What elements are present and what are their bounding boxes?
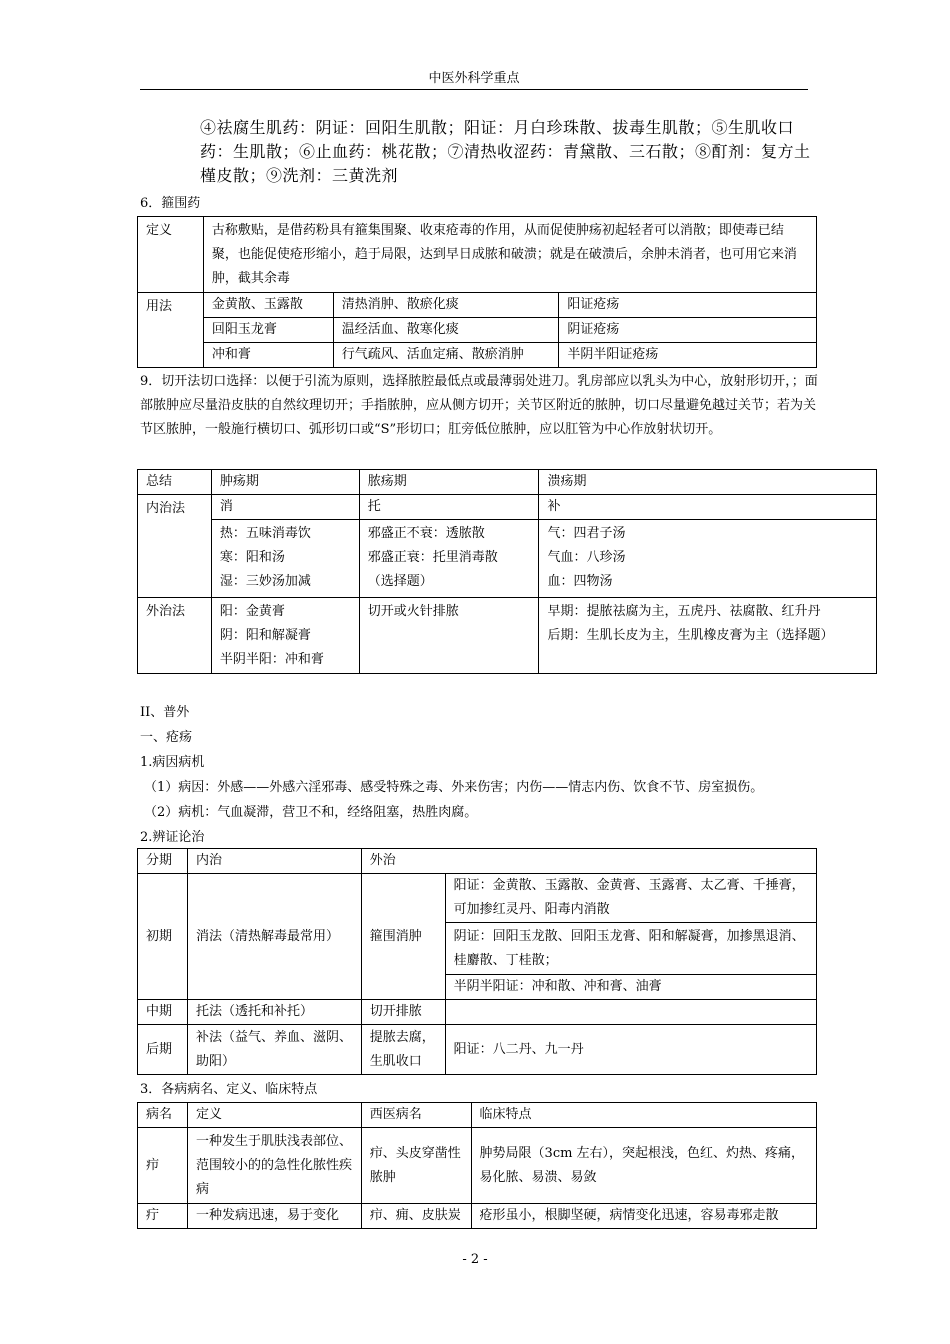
usage-cell: 金黄散、玉露散 [203,293,333,318]
usage-cell: 回阳玉龙膏 [203,318,333,343]
treatment-header: 分期 [138,849,188,874]
summary-header: 脓疡期 [359,470,539,495]
disease-features: 肿势局限（3cm 左右），突起根浅，色红、灼热、疼痛，易化脓、易溃、易敛 [471,1128,816,1204]
summary-header: 溃疡期 [539,470,877,495]
page-header-title: 中医外科学重点 [428,71,520,86]
cell-line: 阴：阳和解凝膏 [219,628,311,643]
early-external: 箍围消肿 [361,874,445,1000]
principle-cell: 补 [539,495,877,520]
usage-cell: 清热消肿、散瘀化痰 [333,293,559,318]
early-internal: 消法（清热解毒最常用） [187,874,361,1000]
external-swelling-cell [211,598,359,674]
summary-header: 总结 [138,470,212,495]
mechanism-text: （2）病机：气血凝滞，营卫不和，经络阻塞，热胜肉腐。 [144,805,478,820]
part2-sub1: 一、疮疡 [140,730,193,745]
external-ulcer-cell [539,598,877,674]
late-internal: 补法（益气、养血、滋阴、助阳） [187,1025,361,1075]
disease-western: 疖、头皮穿凿性脓肿 [361,1128,471,1204]
cause-text: （1）病因：外感——外感六淫邪毒、感受特殊之毒、外来伤害；内伤——情志内伤、饮食不节、房室损伤。 [144,780,764,795]
usage-label: 用法 [138,293,204,368]
mid-label: 中期 [138,1000,188,1025]
late-detail: 阳证：八二丹、九一丹 [445,1025,816,1075]
mid-internal: 托法（透托和补托） [187,1000,361,1025]
late-external: 提脓去腐，生肌收口 [361,1025,445,1075]
table-row [138,1128,817,1204]
internal-pus-cell [359,520,539,598]
part2-title: II、普外 [140,705,190,720]
disease-header: 病名 [138,1103,188,1128]
treatment-header: 内治 [187,849,361,874]
internal-label: 内治法 [138,495,212,598]
table-row [138,1204,817,1229]
early-yin: 阴证：回阳玉龙散、回阳玉龙膏、阳和解凝膏，加掺黑退消、桂麝散、丁桂散； [445,923,816,975]
early-label: 初期 [138,874,188,1000]
usage-cell: 温经活血、散寒化痰 [333,318,559,343]
usage-cell: 阳证疮疡 [559,293,817,318]
disease-name: 疖 [138,1128,188,1204]
usage-cell: 行气疏风、活血定痛、散瘀消肿 [333,343,559,368]
disease-definition: 一种发生于肌肤浅表部位、范围较小的的急性化脓性疾病 [187,1128,361,1204]
disease-features: 疮形虽小，根脚坚硬，病情变化迅速，容易毒邪走散 [471,1204,816,1229]
early-mixed: 半阴半阳证：冲和散、冲和膏、油膏 [445,975,816,1000]
part2-sub1-2: 2.辨证论治 [140,830,205,845]
cell-line: 湿：三妙汤加减 [219,574,311,589]
cell-line: 热：五味消毒饮 [219,526,311,541]
disease-table [137,1102,817,1229]
treatment-table [137,848,817,1075]
mid-detail [445,1000,816,1025]
disease-header: 临床特点 [471,1103,816,1128]
usage-cell: 阴证疮疡 [559,318,817,343]
section6-table [137,216,817,368]
external-pus-cell: 切开或火针排脓 [359,598,539,674]
section9-paragraph: 9．切开法切口选择：以便于引流为原则，选择脓腔最低点或最薄弱处进刀。乳房部应以乳头为中心，放射形切开，；面部脓肿应尽量沿皮肤的自然纹理切开；手指脓肿，应从侧方切开；关节区附近的脓肿，切口尽量避免越过关节；若为关节区脓肿，一般施行横切口、弧形切口或“S”形切口；肛旁低位脓肿，应以肛管为中心作放射状切开。 [140,374,818,437]
disease-name: 疔 [138,1204,188,1229]
early-yang: 阳证：金黄散、玉露散、金黄膏、玉露膏、太乙膏、千捶膏，可加掺红灵丹、阳毒内消散 [445,874,816,923]
cell-line: （选择题） [367,574,433,589]
disease-definition: 一种发病迅速，易于变化 [187,1204,361,1229]
page-number: - 2 - [462,1252,488,1267]
cell-line: 血：四物汤 [547,574,613,589]
disease-header: 西医病名 [361,1103,471,1128]
cell-line: 气血：八珍汤 [547,550,626,565]
treatment-header: 外治 [361,849,816,874]
summary-header: 肿疡期 [211,470,359,495]
cell-line: 邪盛正衰：托里消毒散 [367,550,498,565]
cell-line: 阳：金黄膏 [219,604,285,619]
cell-line: 后期：生肌长皮为主，生肌橡皮膏为主（选择题） [547,628,834,643]
external-label: 外治法 [138,598,212,674]
internal-ulcer-cell [539,520,877,598]
def-text: 古称敷贴，是借药粉具有箍集围聚、收束疮毒的作用，从而促使肿疡初起轻者可以消散；即使毒已结聚，也能促使疮形缩小，趋于局限，达到早日成脓和破溃；就是在破溃后，余肿未消者，也可用它来消肿，截其余毒 [203,217,816,293]
usage-cell: 冲和膏 [203,343,333,368]
def-label: 定义 [138,217,204,293]
cell-line: 邪盛正不衰：透脓散 [367,526,485,541]
section6-heading: 6．箍围药 [140,196,201,211]
usage-cell: 半阴半阳证疮疡 [559,343,817,368]
principle-cell: 托 [359,495,539,520]
part2-sub1-1: 1.病因病机 [140,755,205,770]
cell-line: 气：四君子汤 [547,526,626,541]
disease-header: 定义 [187,1103,361,1128]
section3-heading: 3．各病病名、定义、临床特点 [140,1082,318,1097]
cell-line: 半阴半阳：冲和膏 [219,652,324,667]
internal-swelling-cell [211,520,359,598]
cell-line: 早期：提脓祛腐为主，五虎丹、祛腐散、红升丹 [547,604,821,619]
principle-cell: 消 [211,495,359,520]
late-label: 后期 [138,1025,188,1075]
mid-external: 切开排脓 [361,1000,445,1025]
header-rule [140,89,808,90]
top-paragraph: ④祛腐生肌药：阴证：回阳生肌散；阳证：月白珍珠散、拔毒生肌散；⑤生肌收口药：生肌散；⑥止血药：桃花散；⑦清热收涩药：青黛散、三石散；⑧酊剂：复方土槿皮散；⑨洗剂：三黄洗剂 [200,118,811,185]
summary-table [137,469,877,674]
cell-line: 寒：阳和汤 [219,550,285,565]
disease-western: 疖、痈、皮肤炭 [361,1204,471,1229]
